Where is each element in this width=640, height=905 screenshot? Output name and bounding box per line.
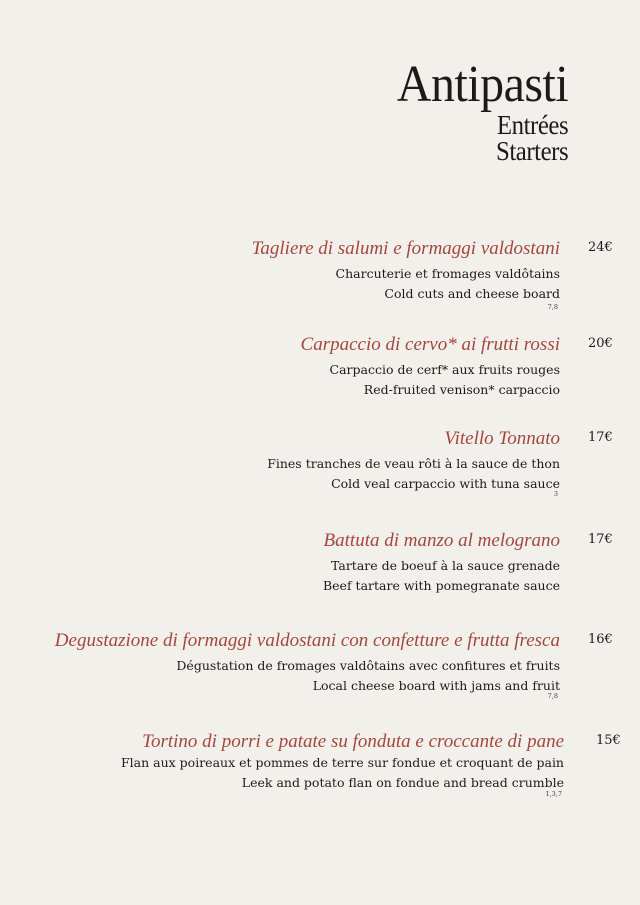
section-subtitle-fr: Entrées [496, 110, 568, 140]
section-subtitle-en: Starters [495, 136, 568, 166]
dish-description-fr: Dégustation de fromages valdôtains avec confitures et fruits [176, 658, 560, 673]
dish-description [267, 454, 560, 494]
dish-price: 15€ [596, 733, 621, 748]
dish-price: 17€ [588, 532, 613, 547]
allergen-codes: 3 [553, 490, 558, 498]
dish-name: Tagliere di salumi e formaggi valdostani [251, 238, 560, 259]
dish-description [336, 264, 560, 304]
dish-description-en: Local cheese board with jams and fruit [312, 678, 560, 693]
dish-description [330, 360, 561, 400]
dish-description-fr: Tartare de boeuf à la sauce grenade [331, 558, 560, 573]
dish-description-en: Leek and potato flan on fondue and bread crumble [241, 775, 564, 790]
allergen-codes: 7,8 [547, 303, 558, 311]
dish-description-en: Cold cuts and cheese board [384, 286, 560, 301]
dish-price: 16€ [588, 632, 613, 647]
dish-description-fr: Carpaccio de cerf* aux fruits rouges [329, 362, 560, 377]
dish-price: 24€ [588, 240, 613, 255]
section-title: Antipasti [396, 56, 568, 113]
dish-description [323, 556, 560, 596]
dish-name: Carpaccio di cervo* ai frutti rossi [300, 334, 560, 355]
dish-price: 20€ [588, 336, 613, 351]
allergen-codes: 1,3,7 [545, 790, 562, 798]
dish-name: Vitello Tonnato [444, 428, 560, 449]
dish-description-en: Beef tartare with pomegranate sauce [322, 578, 560, 593]
menu-header [382, 58, 568, 164]
dish-name: Tortino di porri e patate su fonduta e croccante di pane [142, 731, 564, 752]
dish-description [176, 656, 560, 696]
dish-description-en: Red-fruited venison* carpaccio [363, 382, 560, 397]
dish-price: 17€ [588, 430, 613, 445]
dish-name: Degustazione di formaggi valdostani con confetture e frutta fresca [54, 630, 560, 651]
dish-description-en: Cold veal carpaccio with tuna sauce [331, 476, 560, 491]
dish-description-fr: Fines tranches de veau rôti à la sauce de thon [267, 456, 560, 471]
allergen-codes: 7,8 [547, 692, 558, 700]
dish-description-fr: Charcuterie et fromages valdôtains [335, 266, 560, 281]
dish-name: Battuta di manzo al melograno [323, 530, 560, 551]
dish-description-fr: Flan aux poireaux et pommes de terre sur fondue et croquant de pain [121, 755, 564, 770]
dish-description [121, 753, 564, 793]
